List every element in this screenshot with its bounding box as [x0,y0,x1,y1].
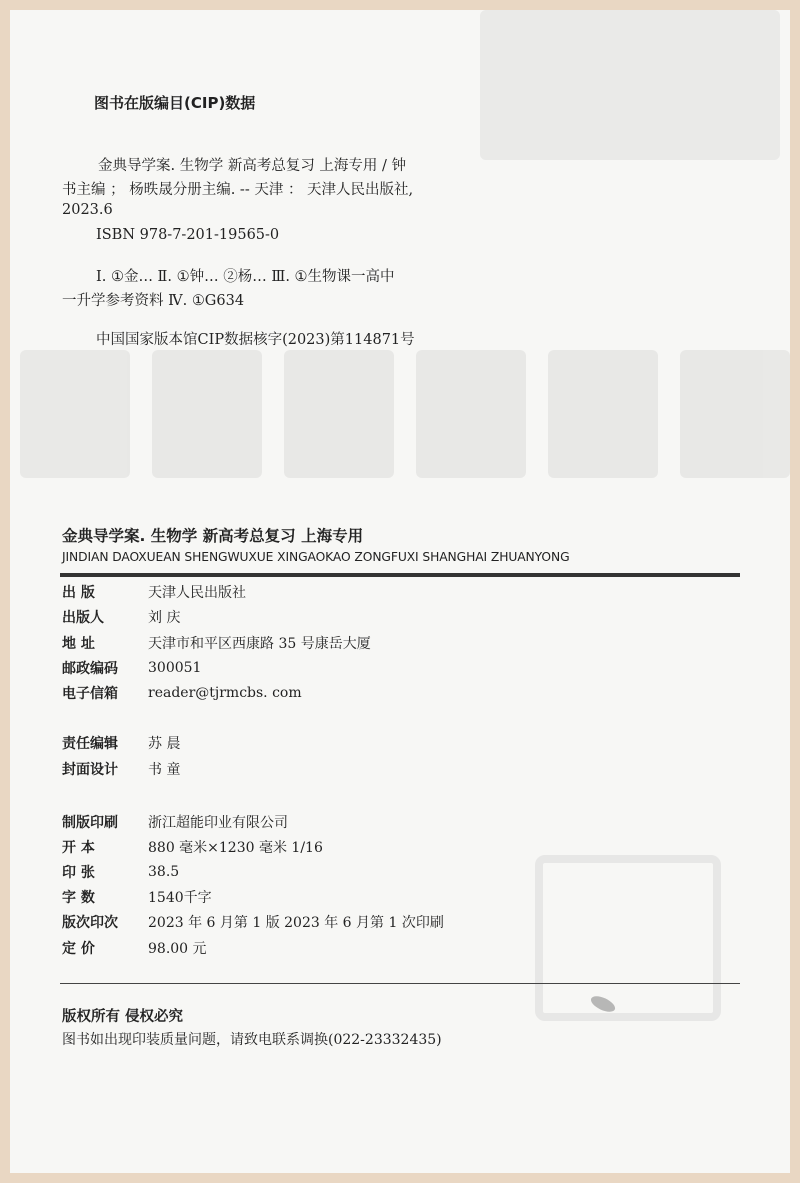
info-label: 印 张 [62,865,95,881]
info-label: 地 址 [62,636,95,652]
info-row-postcode [62,656,201,680]
cip-line: 2023.6 [62,202,113,218]
copyright-divider [60,983,740,984]
cip-title: 图书在版编目(CIP)数据 [94,94,256,112]
info-row-cover-design [62,757,180,781]
info-label: 出版人 [62,610,104,626]
cip-line: ISBN 978-7-201-19565-0 [96,227,280,243]
info-value: 书 童 [148,762,181,778]
info-label: 电子信箱 [62,686,118,702]
info-row-publisher-person [62,605,180,629]
cip-line: 中国国家版本馆CIP数据核字(2023)第114871号 [96,332,415,348]
cip-line: Ⅰ. ①金… Ⅱ. ①钟… ②杨… Ⅲ. ①生物课一高中 [96,269,395,285]
info-label: 版次印次 [62,915,118,931]
book-title-pinyin: JINDIAN DAOXUEAN SHENGWUXUE XINGAOKAO ZONGFUXI SHANGHAI ZHUANYONG [62,550,570,564]
bleed-through-shadow [480,10,780,160]
info-row-address [62,631,371,655]
info-value: 98.00 元 [148,941,207,957]
info-value: 天津市和平区西康路 35 号康岳大厦 [148,636,371,652]
quality-contact: 图书如出现印装质量问题，请致电联系调换(022-23332435) [62,1032,442,1048]
cip-line: 金典导学案. 生物学 新高考总复习 上海专用 / 钟 [98,158,407,174]
info-row-sheets [62,860,179,884]
info-row-email [62,681,302,705]
info-value: 苏 晨 [148,736,181,752]
bleed-through-stamp [535,855,721,1021]
info-label: 出 版 [62,585,95,601]
info-row-edition [62,910,444,934]
info-value: 880 毫米×1230 毫米 1/16 [148,840,323,856]
book-title: 金典导学案. 生物学 新高考总复习 上海专用 [62,527,364,545]
info-value: 1540千字 [148,890,212,906]
info-label: 邮政编码 [62,661,118,677]
info-row-publisher [62,580,246,604]
info-value: 38.5 [148,864,180,880]
cip-line: 书主编 ； 杨昳晟分册主编. -- 天津 ： 天津人民出版社, [62,182,414,198]
copyright-page [10,10,790,1173]
info-label: 定 价 [62,941,95,957]
info-value: 天津人民出版社 [148,585,246,601]
info-label: 责任编辑 [62,736,118,752]
info-label: 封面设计 [62,762,118,778]
info-value: 浙江超能印业有限公司 [148,815,288,831]
cip-line: 一升学参考资料 Ⅳ. ①G634 [62,293,245,309]
info-row-format [62,835,323,859]
info-label: 制版印刷 [62,815,118,831]
info-row-printer [62,810,288,834]
info-value: 300051 [148,660,202,676]
info-value: 刘 庆 [148,610,181,626]
info-value: reader@tjrmcbs. com [148,685,302,701]
title-divider [60,573,740,577]
info-row-price [62,936,207,960]
info-label: 开 本 [62,840,95,856]
info-row-word-count [62,885,212,909]
bleed-through-title [20,350,790,490]
info-label: 字 数 [62,890,95,906]
info-value: 2023 年 6 月第 1 版 2023 年 6 月第 1 次印刷 [148,915,444,931]
copyright-notice: 版权所有 侵权必究 [62,1009,184,1025]
info-row-editor [62,731,180,755]
